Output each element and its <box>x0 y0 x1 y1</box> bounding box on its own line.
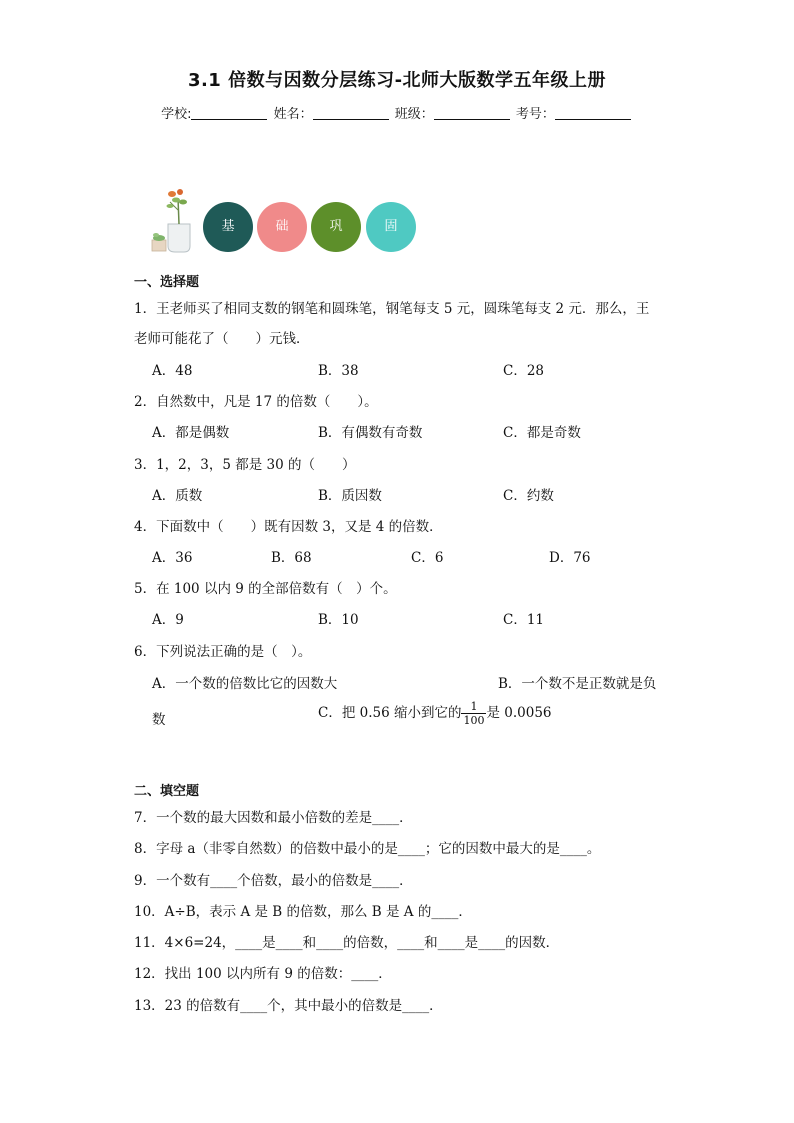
q6-option-b-part-1: B．一个数不是正数就是负 <box>498 676 657 692</box>
question-3: 3．1，2，3，5 都是 30 的（ ） <box>134 457 356 473</box>
q4-option-b: B．68 <box>271 550 312 566</box>
question-8: 8．字母 a（非零自然数）的倍数中最小的是____；它的因数中最大的是____。 <box>134 841 601 857</box>
q6-option-a: A．一个数的倍数比它的因数大 <box>152 676 338 692</box>
question-4: 4．下面数中（ ）既有因数 3，又是 4 的倍数． <box>134 519 443 535</box>
q3-option-a: A．质数 <box>152 488 203 504</box>
student-info-line <box>0 103 794 122</box>
question-10: 10．A÷B，表示 A 是 B 的倍数，那么 B 是 A 的____． <box>134 904 472 920</box>
q6-option-c-suffix: 是 0.0056 <box>486 705 552 721</box>
fraction <box>461 700 486 727</box>
q5-option-c: C．11 <box>503 612 545 628</box>
question-7: 7．一个数的最大因数和最小倍数的差是____． <box>134 810 413 826</box>
q1-option-c: C．28 <box>503 363 545 379</box>
q4-option-d: D．76 <box>549 550 591 566</box>
q2-option-b: B．有偶数有奇数 <box>318 425 423 441</box>
fraction-numerator: 1 <box>461 700 486 714</box>
q3-option-c: C．约数 <box>503 488 554 504</box>
q4-option-a: A．36 <box>152 550 193 566</box>
q3-option-b: B．质因数 <box>318 488 382 504</box>
badge-circle-1: 基 <box>203 202 253 252</box>
q6-option-c-prefix: C．把 0.56 缩小到它的 <box>318 705 462 721</box>
q4-option-c: C．6 <box>411 550 444 566</box>
class-label: 班级： <box>394 107 434 122</box>
badge-circle-2: 础 <box>257 202 307 252</box>
school-blank <box>191 107 267 120</box>
name-label: 姓名： <box>273 107 313 122</box>
exam-number-label: 考号： <box>515 107 555 122</box>
q5-option-a: A．9 <box>152 612 184 628</box>
badge-circle-3: 巩 <box>311 202 361 252</box>
question-9: 9．一个数有____个倍数，最小的倍数是____． <box>134 873 413 889</box>
page-title: 3.1 倍数与因数分层练习-北师大版数学五年级上册 <box>187 70 607 91</box>
question-11: 11．4×6=24，____是____和____的倍数，____和____是____的因数． <box>134 935 560 951</box>
q6-option-b-part-2: 数 <box>152 712 166 728</box>
class-blank <box>434 107 510 120</box>
question-5: 5．在 100 以内 9 的全部倍数有（ ）个。 <box>134 581 397 597</box>
badge-circle-4: 固 <box>366 202 416 252</box>
plant-vase-icon <box>148 188 194 254</box>
q1-option-b: B．38 <box>318 363 359 379</box>
question-2: 2．自然数中，凡是 17 的倍数（ ）。 <box>134 394 378 410</box>
q6-option-c <box>318 700 552 727</box>
school-label: 学校: <box>161 107 192 122</box>
exam-number-blank <box>555 107 631 120</box>
section-fill-in-blank: 二、填空题 <box>134 784 200 799</box>
question-1-line-1: 1．王老师买了相同支数的钢笔和圆珠笔，钢笔每支 5 元，圆珠笔每支 2 元．那么，王 <box>134 301 650 317</box>
name-blank <box>313 107 389 120</box>
q1-option-a: A．48 <box>152 363 193 379</box>
fraction-denominator: 100 <box>463 714 485 727</box>
section-multiple-choice: 一、选择题 <box>134 275 200 290</box>
q2-option-c: C．都是奇数 <box>503 425 581 441</box>
question-12: 12．找出 100 以内所有 9 的倍数：____． <box>134 966 392 982</box>
q2-option-a: A．都是偶数 <box>152 425 230 441</box>
question-13: 13．23 的倍数有____个，其中最小的倍数是____． <box>134 998 443 1014</box>
question-1-line-2: 老师可能花了（ ）元钱． <box>134 331 310 347</box>
question-6: 6．下列说法正确的是（ ）。 <box>134 644 312 660</box>
q5-option-b: B．10 <box>318 612 359 628</box>
